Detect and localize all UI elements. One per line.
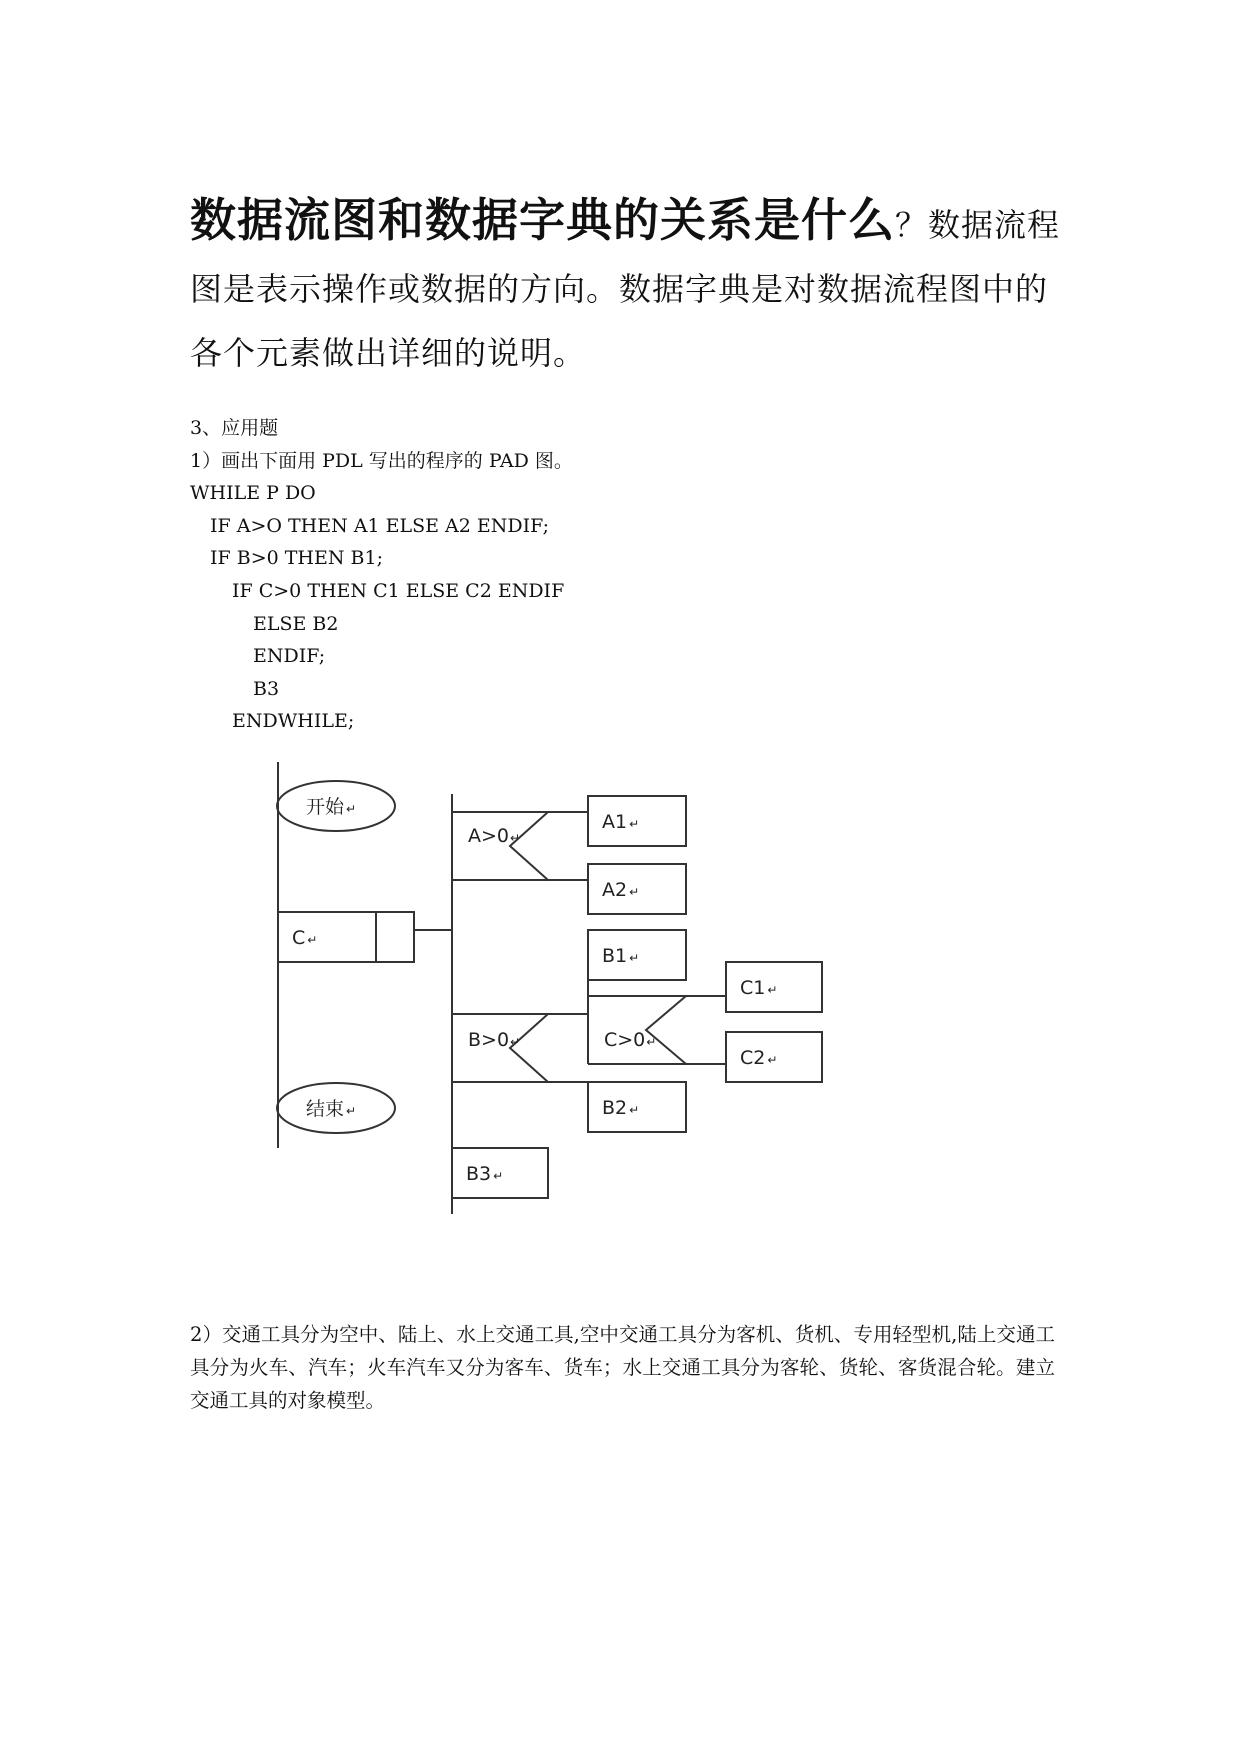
question-1-prompt: 1）画出下面用 PDL 写出的程序的 PAD 图。 (190, 449, 573, 472)
a2-label: A2 ↵ (602, 879, 640, 901)
question-2-prompt: 2）交通工具分为空中、陆上、水上交通工具,空中交通工具分为客机、货机、专用轻型机,陆上交通工具分为火车、汽车；火车汽车又分为客车、货车；水上交通工具分为客轮、货轮、客货混合轮。建立交通工具的对象模型。 (190, 1323, 1055, 1412)
pdl-line-7: B3 (253, 677, 280, 700)
a-selection-notch (510, 812, 548, 880)
pad-diagram (270, 758, 840, 1218)
cond-a-label: A>0↵ (468, 825, 521, 847)
cond-b-label: B>0↵ (468, 1029, 521, 1051)
pdl-line-2: IF A>O THEN A1 ELSE A2 ENDIF; (210, 514, 550, 537)
pdl-line-6: ENDIF; (253, 645, 326, 668)
pdl-line-4: IF C>0 THEN C1 ELSE C2 ENDIF (232, 579, 565, 602)
a1-label: A1 ↵ (602, 811, 640, 833)
c2-label: C2 ↵ (740, 1047, 778, 1069)
start-label: 开始 ↵ (306, 796, 357, 818)
section-title: 3、应用题 (190, 417, 279, 439)
answer-text: ？数据流程图是表示操作或数据的方向。数据字典是对数据流程图中的各个元素做出详细的说明。 (190, 206, 1061, 372)
b1-label: B1 ↵ (602, 945, 640, 967)
c-selection-notch (646, 996, 686, 1064)
pdl-line-8: ENDWHILE; (232, 710, 355, 733)
pdl-line-5: ELSE B2 (253, 612, 339, 635)
pdl-line-3: IF B>0 THEN B1; (210, 547, 383, 570)
question-answer-paragraph (190, 188, 1060, 385)
application-question-section (190, 412, 1050, 738)
b3-label: B3 ↵ (466, 1163, 504, 1185)
end-label: 结束 ↵ (306, 1098, 357, 1120)
while-loop-label: C ↵ (292, 927, 318, 949)
question-title: 数据流图和数据字典的关系是什么 (190, 193, 895, 247)
pdl-line-1: WHILE P DO (190, 482, 316, 505)
c1-label: C1 ↵ (740, 977, 778, 999)
cond-c-label: C>0↵ (604, 1029, 657, 1051)
b2-label: B2 ↵ (602, 1097, 640, 1119)
